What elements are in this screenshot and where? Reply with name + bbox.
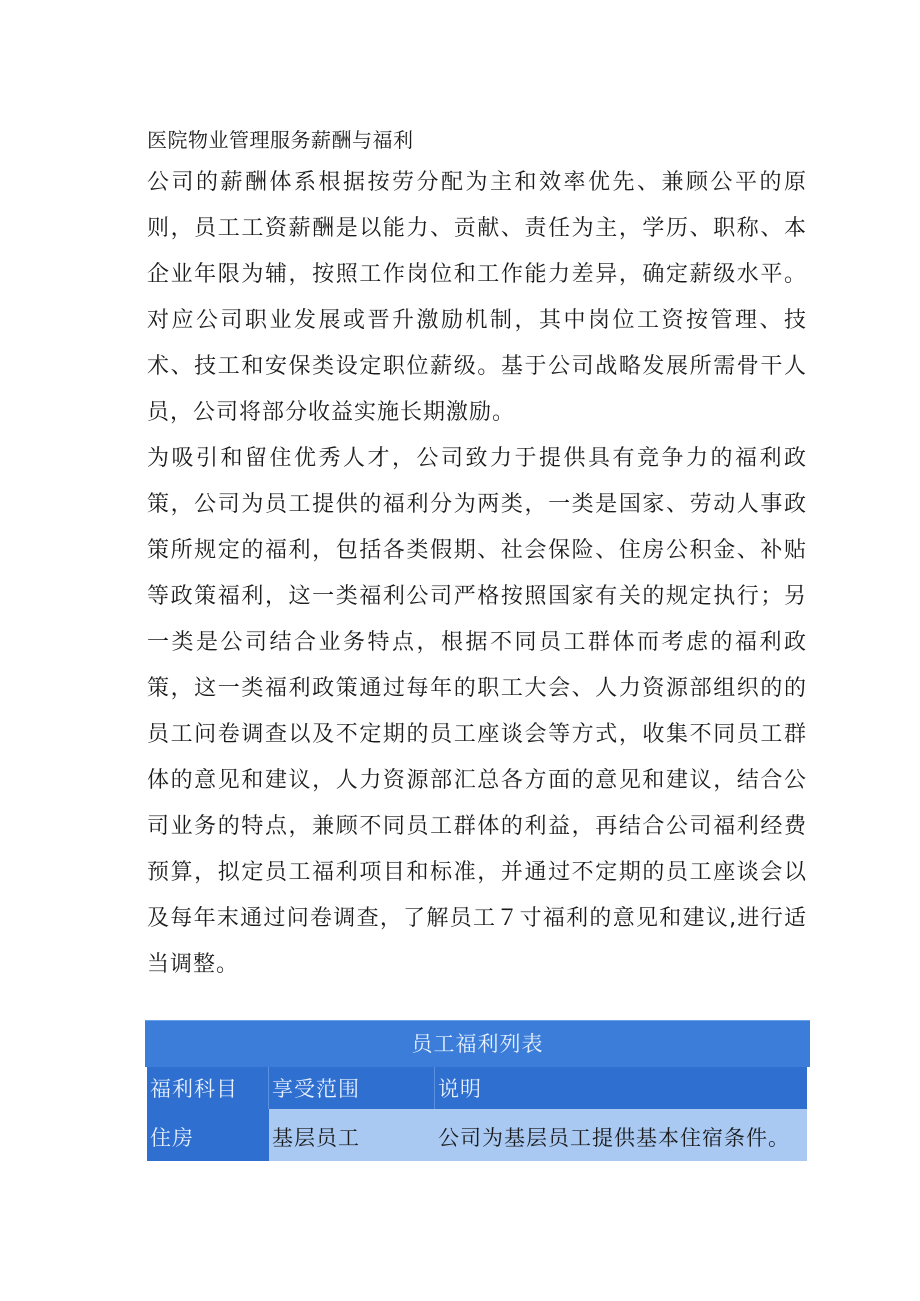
table-header-row [147,1067,807,1109]
paragraph-benefits: 为吸引和留住优秀人才，公司致力于提供具有竞争力的福利政策，公司为员工提供的福利分为两类，一类是国家、劳动人事政策所规定的福利，包括各类假期、社会保险、住房公积金、补贴等政策福利，这一类福利公司严格按照国家有关的规定执行；另一类是公司结合业务特点，根据不同员工群体而考虑的福利政策，这一类福利政策通过每年的职工大会、人力资源部组织的的员工问卷调查以及不定期的员工座谈会等方式，收集不同员工群体的意见和建议，人力资源部汇总各方面的意见和建议，结合公司业务的特点，兼顾不同员工群体的利益，再结合公司福利经费预算，拟定员工福利项目和标准，并通过不定期的员工座谈会以及每年末通过问卷调查，了解员工７寸福利的意见和建议,进行适当调整。 [147,446,807,977]
paragraph-salary: 公司的薪酬体系根据按劳分配为主和效率优先、兼顾公平的原则，员工工资薪酬是以能力、贡献、责任为主，学历、职称、本企业年限为辅，按照工作岗位和工作能力差异，确定薪级水平。对应公司职业发展或晋升激励机制，其中岗位工资按管理、技术、技工和安保类设定职位薪级。基于公司战略发展所需骨干人员，公司将部分收益实施长期激励。 [147,170,807,425]
header-cell-category: 福利科目 [147,1067,269,1109]
document-title: 医院物业管理服务薪酬与福利 [147,128,414,152]
cell-description: 公司为基层员工提供基本住宿条件。 [435,1109,807,1161]
table-row [147,1109,807,1161]
document-body [147,120,807,988]
benefit-table [145,1020,810,1161]
table-caption: 员工福利列表 [145,1020,810,1067]
header-cell-scope: 享受范围 [269,1067,435,1109]
cell-scope: 基层员工 [269,1109,435,1161]
cell-category: 住房 [147,1109,269,1161]
header-cell-description: 说明 [435,1067,807,1109]
